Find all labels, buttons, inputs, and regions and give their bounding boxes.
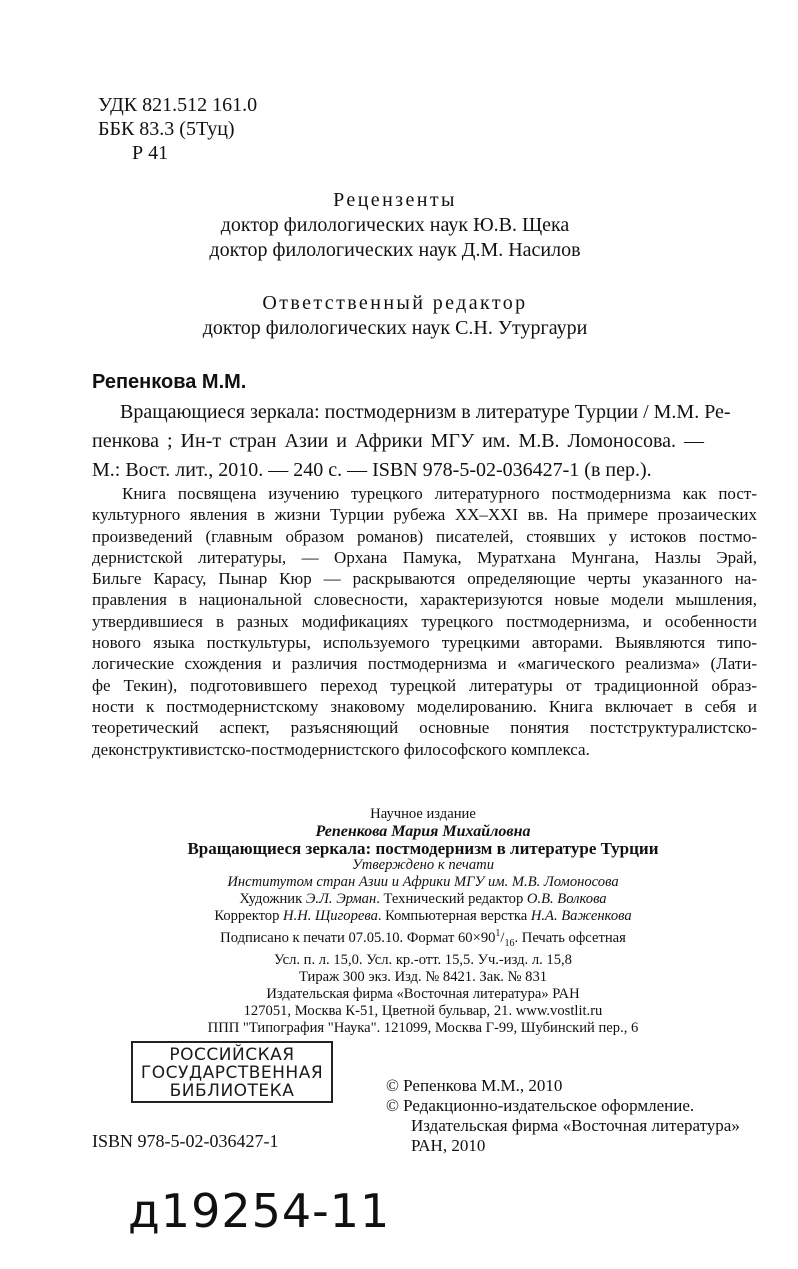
abstract-line: фе Текин), подготовившего переход турецкой литературы от традиционной образ-	[92, 675, 757, 695]
bbk-code: ББК 83.3 (5Туц)	[98, 118, 235, 140]
abstract-line: деконструктивистско-постмодернистского философского комплекса.	[92, 739, 590, 759]
biblio-line-3: М.: Вост. лит., 2010. — 240 с. — ISBN 978-5-02-036427-1 (в пер.).	[92, 459, 652, 481]
copyright-block	[386, 1076, 740, 1156]
stamp-line-2: ГОСУДАРСТВЕННАЯ	[140, 1063, 324, 1083]
abstract-line: культурного явления в жизни Турции рубежа XX–XXI вв. На примере прозаических	[92, 505, 757, 525]
signed-prefix: Подписано к печати 07.05.10. Формат 60×90	[220, 929, 496, 946]
library-stamp	[131, 1041, 333, 1103]
imprint-address: 127051, Москва К-51, Цветной бульвар, 21. www.vostlit.ru	[243, 1002, 603, 1019]
imprint-author: Репенкова Мария Михайловна	[315, 823, 531, 840]
imprint-title: Вращающиеся зеркала: постмодернизм в литературе Турции	[187, 839, 659, 858]
author-heading: Репенкова М.М.	[92, 371, 247, 393]
corrector-label: Корректор	[214, 908, 284, 924]
reviewers-block	[40, 188, 750, 263]
abstract	[92, 483, 757, 760]
editor-heading: Ответственный редактор	[262, 292, 528, 314]
bibliographic-description	[92, 398, 731, 485]
biblio-line-1: Вращающиеся зеркала: постмодернизм в литературе Турции / М.М. Ре-	[120, 401, 731, 423]
imprint-corrector-line	[24, 908, 798, 925]
abstract-line: Бильге Карасу, Пынар Кюр — раскрываются определяющие черты указанного на-	[92, 569, 757, 589]
imprint-printer: ППП "Типография "Наука". 121099, Москва Г-99, Шубинский пер., 6	[207, 1019, 639, 1036]
classification-codes	[98, 93, 257, 165]
signed-suffix: . Печать офсетная	[514, 929, 626, 946]
reviewers-heading: Рецензенты	[333, 189, 457, 211]
abstract-line: правления в национальной словесности, характеризуются новые модели мышления,	[92, 590, 757, 610]
editor-name: доктор филологических наук С.Н. Утургаури	[202, 317, 588, 339]
tech-editor-name: О.В. Волкова	[526, 891, 607, 907]
imprint-sheets: Усл. п. л. 15,0. Усл. кр.-отт. 15,5. Уч.-изд. л. 15,8	[274, 951, 572, 968]
copyright-line-4: РАН, 2010	[411, 1136, 486, 1155]
abstract-line: произведений (главным образом романов) писателей, стоявших у истоков постмо-	[92, 526, 757, 546]
artist-label: Художник	[239, 891, 306, 907]
abstract-line: ности к постмодернистскому знаковому моделированию. Книга включает в себя и	[92, 696, 757, 716]
inventory-number: д19254-11	[128, 1184, 391, 1238]
copyright-line-1: © Репенкова М.М., 2010	[386, 1076, 563, 1095]
copyright-line-3: Издательская фирма «Восточная литература»	[411, 1116, 740, 1135]
imprint-artist-line	[24, 891, 798, 908]
isbn: ISBN 978-5-02-036427-1	[92, 1131, 279, 1151]
author-mark: Р 41	[132, 142, 169, 164]
format-denominator: 16	[504, 937, 515, 949]
reviewer-1: доктор филологических наук Ю.В. Щека	[220, 214, 570, 236]
tech-editor-label: . Технический редактор	[376, 891, 527, 907]
reviewer-2: доктор филологических наук Д.М. Насилов	[209, 239, 581, 261]
copyright-line-2: © Редакционно-издательское оформление.	[386, 1096, 695, 1115]
abstract-line: дернистской литературы, — Орхана Памука, Муратхана Мунгана, Назлы Эрай,	[92, 547, 757, 567]
biblio-line-2: пенкова ; Ин-т стран Азии и Африки МГУ им. М.В. Ломоносова. —	[92, 430, 704, 452]
imprint-institute: Институтом стран Азии и Африки МГУ им. М.В. Ломоносова	[227, 874, 619, 890]
stamp-line-3: БИБЛИОТЕКА	[169, 1081, 295, 1101]
imprint-print-run: Тираж 300 экз. Изд. № 8421. Зак. № 831	[298, 968, 548, 985]
imprint-block	[24, 806, 798, 1037]
corrector-name: Н.Н. Щигорева	[283, 908, 378, 924]
abstract-line: нового языка посткультуры, используемого турецкими авторами. Выявляются типо-	[92, 633, 757, 653]
abstract-line: теоретический аспект, разъясняющий основные понятия постструктуралистско-	[92, 718, 757, 738]
abstract-line: утвердившиеся в разных модификациях турецкого постмодернизма, и особенности	[92, 611, 757, 631]
imprint-approved: Утверждено к печати	[351, 857, 495, 873]
abstract-line: Книга посвящена изучению турецкого литературного постмодернизма как пост-	[122, 484, 757, 503]
editor-block	[40, 291, 750, 341]
format-numerator: 1	[495, 928, 501, 939]
stamp-line-1: РОССИЙСКАЯ	[169, 1045, 295, 1065]
imprint-signed-line: Подписано к печати 07.05.10. Формат $60\times 90^1/_{16}$. Печать офсетная	[220, 928, 626, 949]
abstract-line: логические схождения и различия постмодернизма и «магического реализма» (Лати-	[92, 654, 757, 674]
layout-name: Н.А. Важенкова	[530, 908, 632, 924]
layout-label: . Компьютерная верстка	[377, 908, 531, 924]
udk-code: УДК 821.512 161.0	[98, 94, 258, 116]
edition-type: Научное издание	[370, 806, 476, 822]
imprint-publisher: Издательская фирма «Восточная литература» РАН	[266, 985, 580, 1002]
artist-name: Э.Л. Эрман	[305, 891, 377, 907]
